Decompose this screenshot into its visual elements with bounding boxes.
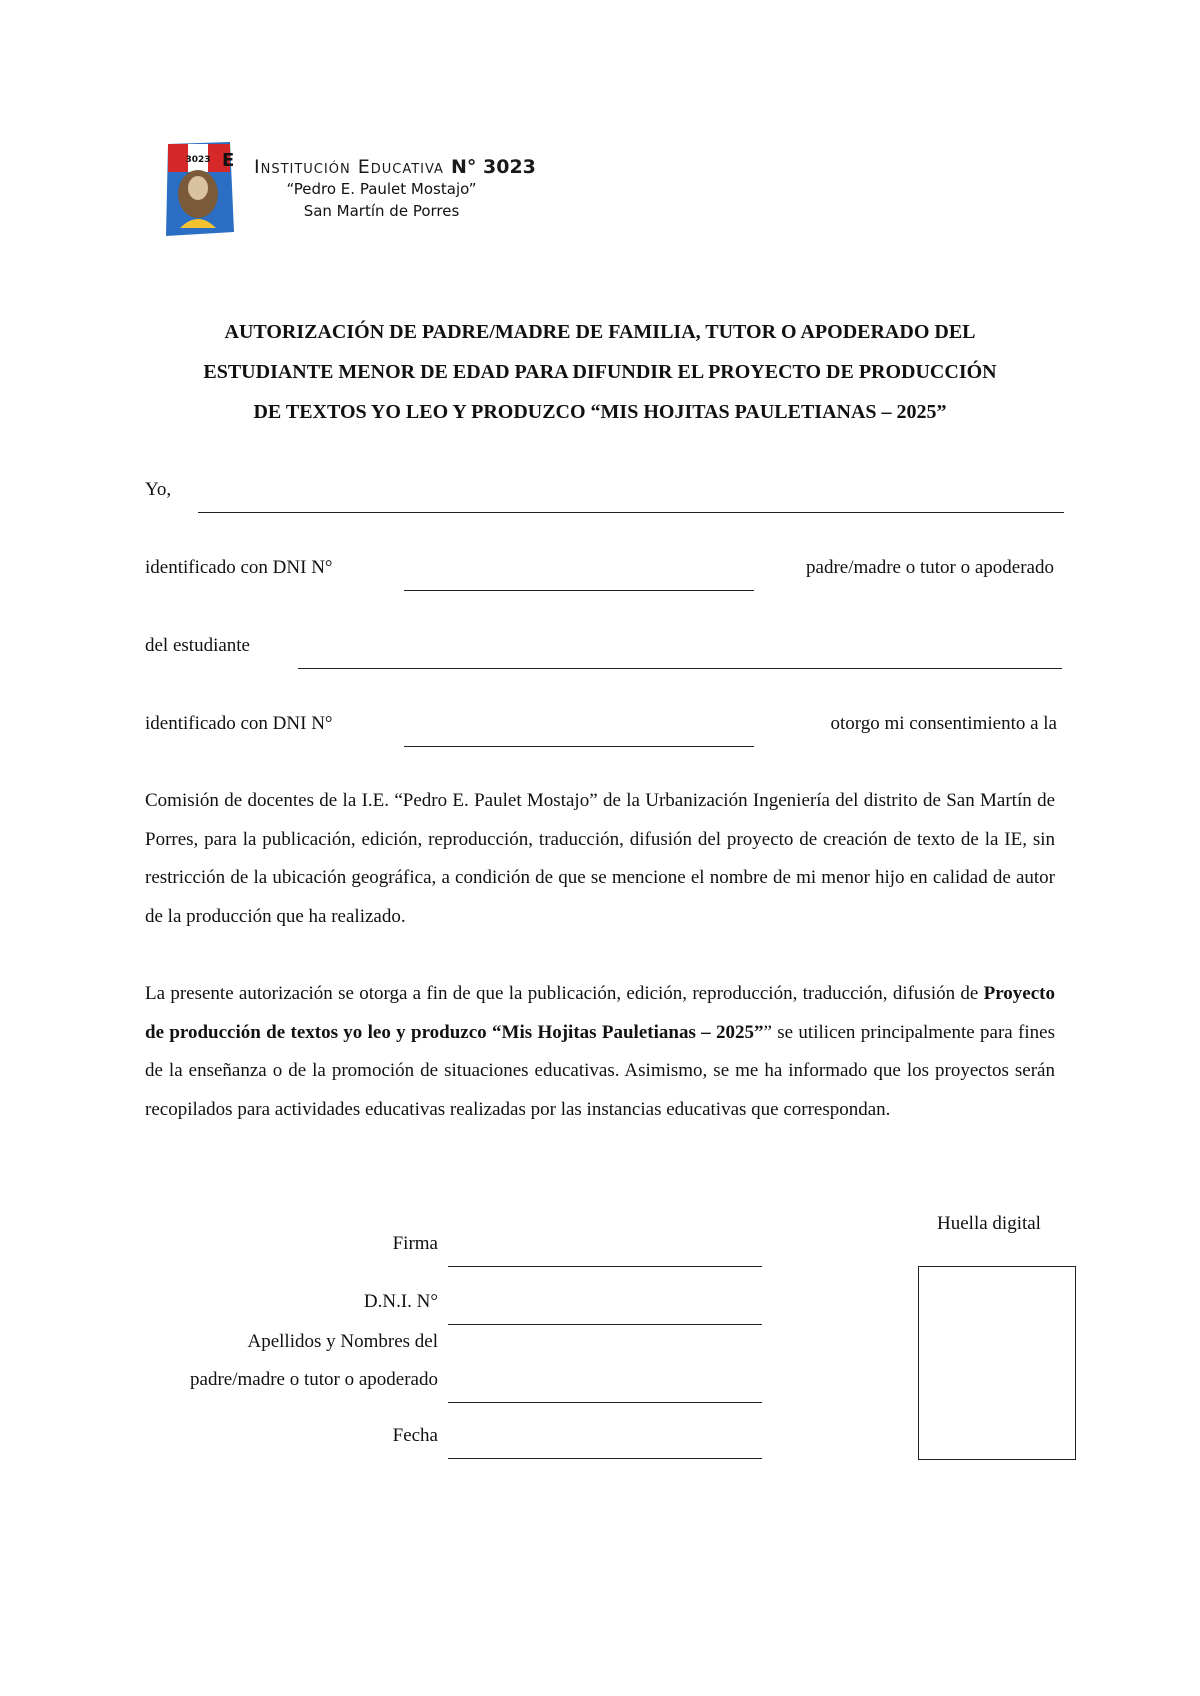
consent-label: otorgo mi consentimiento a la: [830, 713, 1057, 734]
school-district: San Martín de Porres: [303, 202, 460, 220]
document-title: [145, 312, 1055, 432]
fingerprint-box[interactable]: [918, 1266, 1076, 1460]
institution-header: [254, 156, 574, 222]
project-name: Proyecto de producción de textos yo leo y produzco “Mis Hojitas Pauletianas – 2025”: [145, 983, 1055, 1043]
fecha-label: Fecha: [392, 1425, 438, 1446]
parent-dni-input-line[interactable]: [404, 590, 754, 591]
institution-label: Institución Educativa: [254, 156, 444, 178]
names-label-line-1: Apellidos y Nombres del: [247, 1331, 438, 1352]
school-name: “Pedro E. Paulet Mostajo”: [286, 180, 477, 198]
student-label: del estudiante: [145, 635, 250, 656]
name-input-line[interactable]: [198, 512, 1064, 513]
firma-input-line[interactable]: [448, 1266, 762, 1267]
paragraph-2-start: La presente autorización se otorga a fin de que la publicación, edición, reproducción, traducción, difusión de: [145, 983, 984, 1004]
fingerprint-label: Huella digital: [937, 1213, 1041, 1234]
dni-label-student: identificado con DNI N°: [145, 713, 333, 734]
dni-signature-label: D.N.I. N°: [363, 1291, 438, 1312]
paragraph-authorization: [145, 975, 1055, 1129]
names-input-line[interactable]: [448, 1402, 762, 1403]
student-name-input-line[interactable]: [298, 668, 1062, 669]
school-crest-logo: [160, 140, 236, 240]
institution-title: [254, 156, 574, 178]
dni-signature-input-line[interactable]: [448, 1324, 762, 1325]
yo-label: Yo,: [145, 479, 172, 500]
paragraph-2-end: ” se utilicen principalmente para fines de la enseñanza o de la promoción de situaciones educativas. Asimismo, se me ha informado que los proyectos serán recopilados para actividades educativas realizadas por las instancias educativas que correspondan.: [145, 1021, 1055, 1120]
title-line-3: DE TEXTOS YO LEO Y PRODUZCO “MIS HOJITAS PAULETIANAS – 2025”: [253, 401, 947, 423]
title-line-2: ESTUDIANTE MENOR DE EDAD PARA DIFUNDIR EL PROYECTO DE PRODUCCIÓN: [203, 361, 997, 383]
role-label: padre/madre o tutor o apoderado: [806, 557, 1054, 578]
firma-label: Firma: [392, 1233, 438, 1254]
paragraph-commission: Comisión de docentes de la I.E. “Pedro E. Paulet Mostajo” de la Urbanización Ingeniería del distrito de San Martín de Porres, para la publicación, edición, reproducción, traducción, difusión del proyecto de creación de texto de la IE, sin restricción de la ubicación geográfica, a condición de que se mencione el nombre de mi menor hijo en calidad de autor de la producción que ha realizado.: [145, 790, 1055, 927]
title-line-1: AUTORIZACIÓN DE PADRE/MADRE DE FAMILIA, TUTOR O APODERADO DEL: [224, 321, 976, 343]
student-dni-input-line[interactable]: [404, 746, 754, 747]
names-label-line-2: padre/madre o tutor o apoderado: [190, 1369, 438, 1390]
dni-label-parent: identificado con DNI N°: [145, 557, 333, 578]
logo-number: 3023: [185, 155, 211, 165]
institution-number: N° 3023: [451, 156, 536, 178]
fecha-input-line[interactable]: [448, 1458, 762, 1459]
svg-text:E: E: [222, 150, 235, 171]
